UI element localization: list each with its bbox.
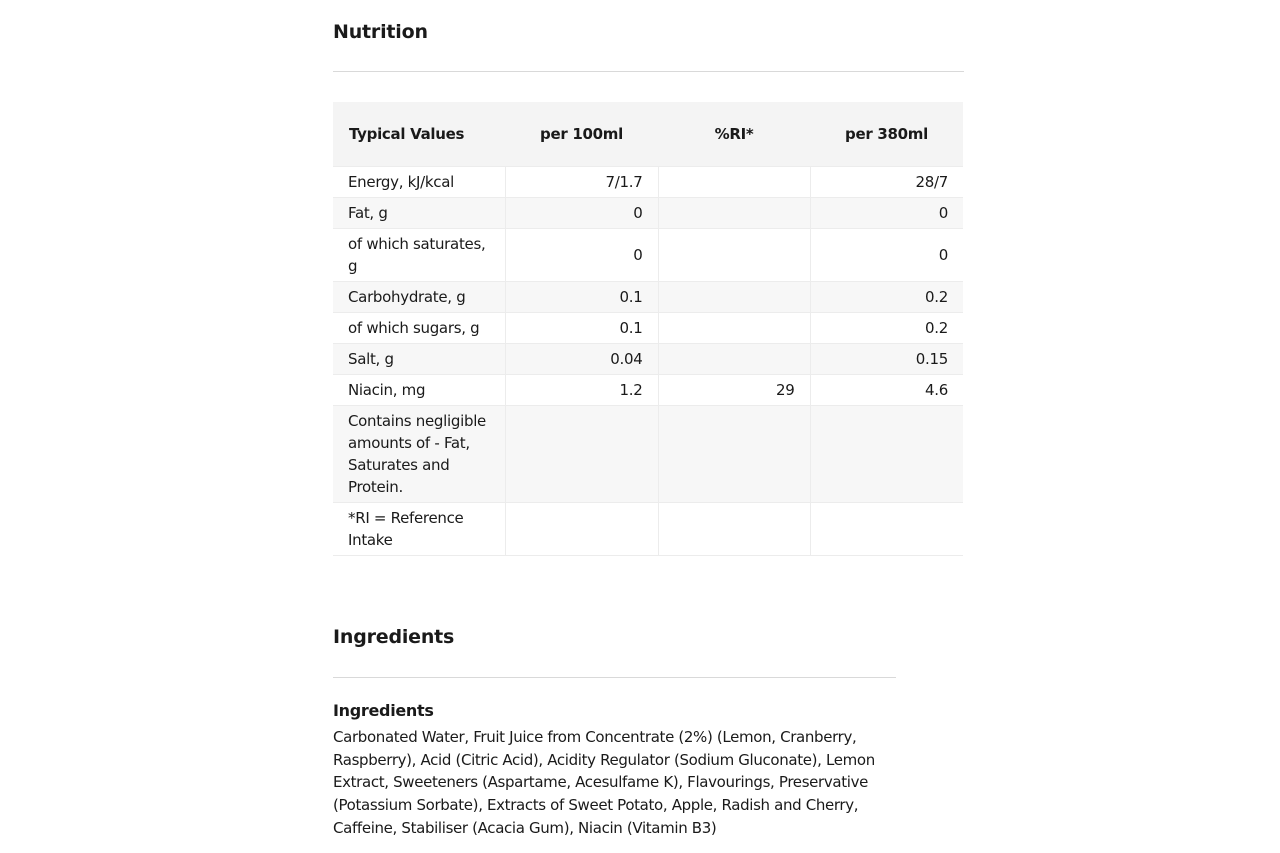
ingredients-section [333,623,908,837]
row-ri [658,406,810,503]
row-per-380ml: 0.15 [810,344,963,375]
row-ri [658,229,810,282]
table-row [333,282,963,313]
table-row [333,313,963,344]
ingredients-subtitle: Ingredients [333,701,434,720]
row-per-380ml: 0.2 [810,282,963,313]
nutrition-table [333,102,963,556]
header-per-380ml: per 380ml [810,102,963,167]
row-per-380ml: 4.6 [810,375,963,406]
row-name: of which saturates, g [333,229,505,282]
header-per-100ml: per 100ml [505,102,658,167]
row-name: Energy, kJ/kcal [333,167,505,198]
row-ri [658,167,810,198]
row-per-100ml: 0.1 [505,313,658,344]
nutrition-title: Nutrition [333,21,428,43]
row-per-380ml [810,503,963,556]
row-per-100ml: 0.04 [505,344,658,375]
row-name: Niacin, mg [333,375,505,406]
row-per-100ml [505,503,658,556]
row-ri [658,344,810,375]
header-typical-values: Typical Values [333,102,505,167]
row-per-100ml: 0.1 [505,282,658,313]
row-name: Salt, g [333,344,505,375]
row-per-100ml: 7/1.7 [505,167,658,198]
row-per-380ml: 0.2 [810,313,963,344]
table-row [333,375,963,406]
row-per-100ml: 0 [505,229,658,282]
row-name: Fat, g [333,198,505,229]
row-per-100ml [505,406,658,503]
row-per-100ml: 0 [505,198,658,229]
table-row [333,406,963,503]
row-per-100ml: 1.2 [505,375,658,406]
row-name: Carbohydrate, g [333,282,505,313]
table-row [333,198,963,229]
row-ri [658,313,810,344]
ingredients-text: Carbonated Water, Fruit Juice from Concentrate (2%) (Lemon, Cranberry, Raspberry), Acid (Citric Acid), Acidity Regulator (Sodium Gluconate), Lemon Extract, Sweeteners (Aspartame, Acesulfame K), Flavourings, Preservative (Potassium Sorbate), Extracts of Sweet Potato, Apple, Radish and Cherry, Caffeine, Stabiliser (Acacia Gum), Niacin (Vitamin B3) [333,728,875,837]
ingredients-divider [333,677,896,678]
row-name: of which sugars, g [333,313,505,344]
table-row [333,229,963,282]
nutrition-divider [333,71,964,72]
table-row [333,344,963,375]
row-name: Contains negligible amounts of - Fat, Saturates and Protein. [333,406,505,503]
nutrition-table-header [333,102,963,167]
table-row [333,167,963,198]
row-ri [658,503,810,556]
row-per-380ml: 0 [810,198,963,229]
row-ri [658,198,810,229]
table-row [333,503,963,556]
nutrition-section [333,18,964,549]
row-ri [658,282,810,313]
ingredients-title: Ingredients [333,626,455,648]
row-name: *RI = Reference Intake [333,503,505,556]
row-per-380ml [810,406,963,503]
header-ri: %RI* [658,102,810,167]
row-per-380ml: 28/7 [810,167,963,198]
row-per-380ml: 0 [810,229,963,282]
row-ri: 29 [658,375,810,406]
